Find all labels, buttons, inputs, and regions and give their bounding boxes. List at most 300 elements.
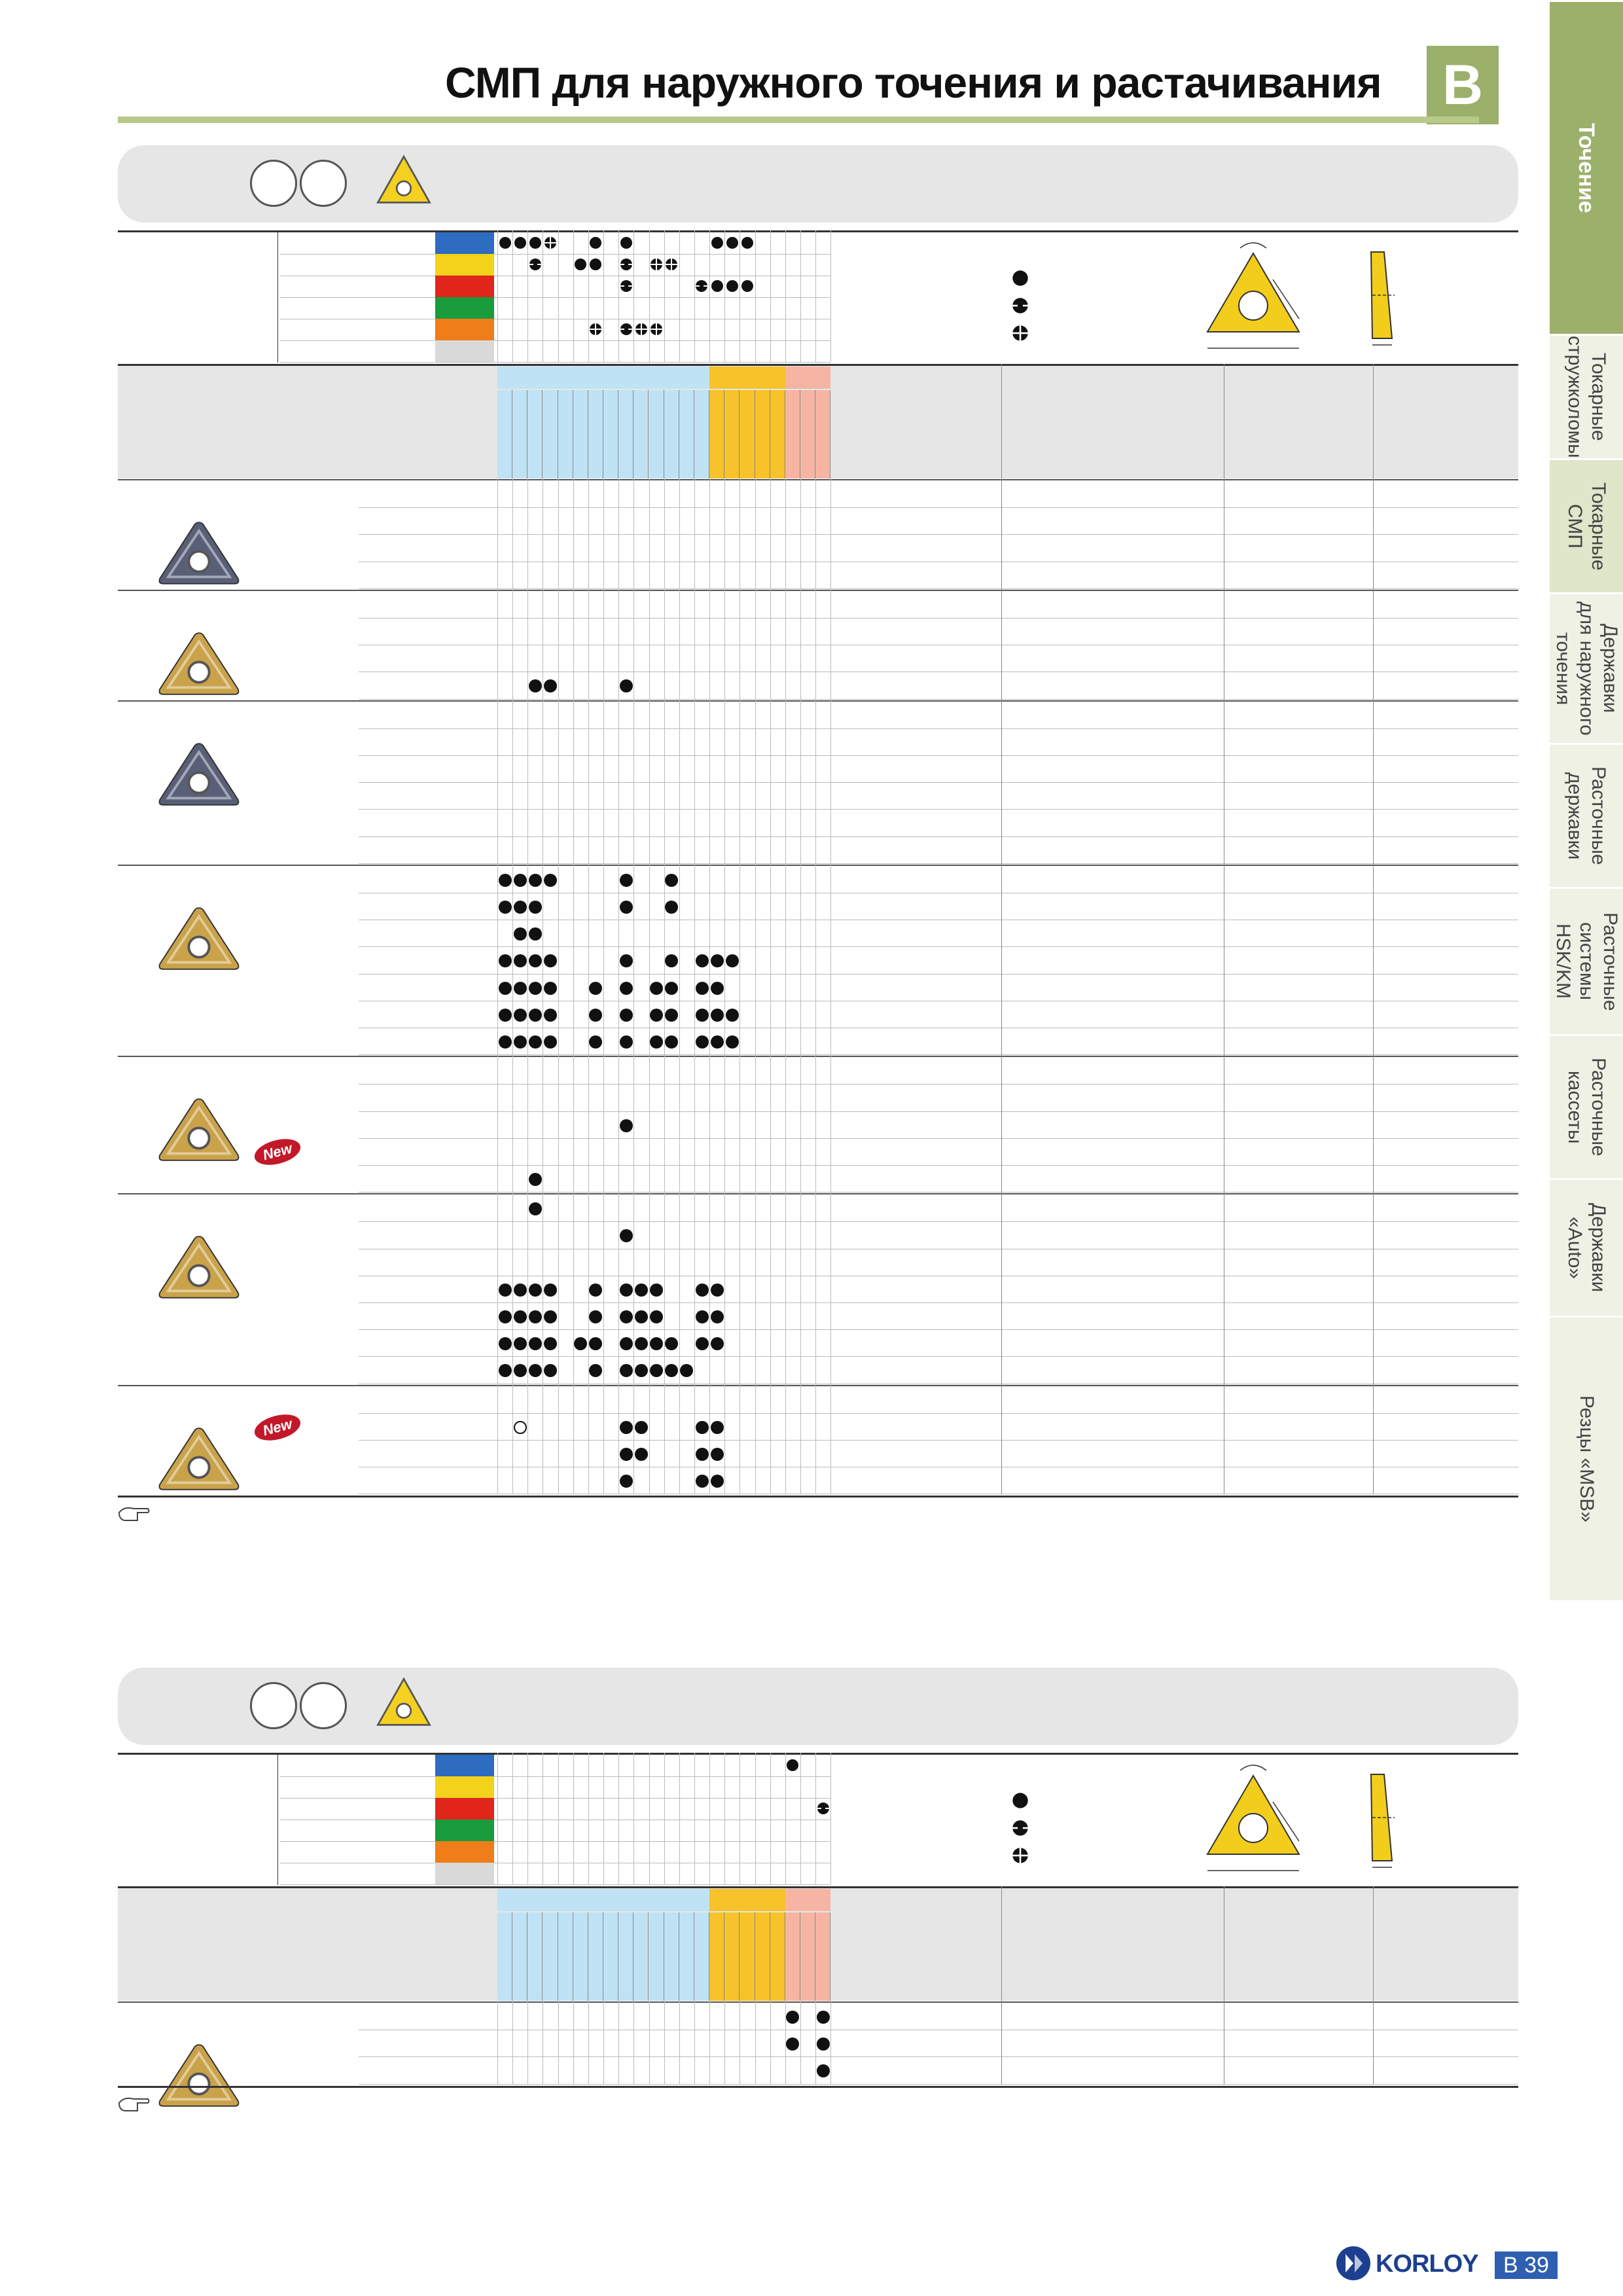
grade-gridline: [770, 1753, 771, 1884]
sidebar-item-6[interactable]: [1550, 1034, 1623, 1178]
row-line: [280, 1884, 830, 1885]
sidebar-item-4[interactable]: [1550, 743, 1623, 887]
grade-gridline: [694, 1753, 695, 1884]
grade-gridline: [830, 1753, 831, 1884]
in-stock-mark: [499, 1310, 512, 1323]
continuous-icon: [514, 236, 527, 249]
insert-triangle-icon: [156, 1096, 241, 1164]
grade-gridline: [694, 2001, 695, 2085]
insert-triangle-icon: [156, 2041, 241, 2109]
body-divider: [1373, 2001, 1374, 2085]
continuous-icon: [529, 236, 542, 249]
in-stock-mark: [696, 954, 709, 967]
in-stock-mark: [696, 1421, 709, 1434]
header-divider: [1001, 1886, 1002, 2001]
grade-gridline: [573, 1753, 574, 1884]
continuous-icon: [711, 279, 724, 293]
in-stock-mark: [544, 1035, 557, 1049]
triangle-shape-icon: [374, 1674, 433, 1736]
in-stock-mark: [529, 1283, 542, 1297]
in-stock-mark: [620, 874, 633, 887]
in-stock-mark: [665, 954, 678, 967]
table-top-rule: [118, 1753, 1518, 1755]
sidebar-item-label: Расточные державки: [1564, 766, 1609, 865]
grade-gridline: [527, 2001, 528, 2085]
group-rule: [118, 479, 1518, 480]
grade-column-bg: [543, 390, 558, 478]
header-rule: [118, 1886, 1518, 1888]
row-line: [359, 618, 1518, 619]
grade-gridline: [815, 478, 816, 1494]
in-stock-mark: [514, 1009, 527, 1022]
header-divider: [1001, 364, 1002, 478]
row-line: [359, 782, 1518, 783]
row-line: [280, 1841, 830, 1842]
in-stock-mark: [529, 874, 542, 887]
grade-column-bg: [709, 1912, 724, 2001]
row-line: [359, 1054, 1518, 1055]
universal-icon: [620, 279, 633, 293]
grade-gridline: [558, 2001, 559, 2085]
group-rule: [118, 865, 1518, 866]
insert-image: [156, 1233, 241, 1305]
grade-gridline: [800, 1753, 801, 1884]
in-stock-mark: [696, 1310, 709, 1323]
in-stock-mark: [514, 1364, 527, 1377]
in-stock-mark: [514, 1310, 527, 1323]
in-stock-mark: [589, 1337, 602, 1350]
in-stock-mark: [529, 1173, 542, 1186]
body-divider: [1001, 478, 1002, 1494]
insert-triangle-icon: [156, 519, 241, 587]
grade-column-bg: [800, 1912, 815, 2001]
in-stock-mark: [620, 1421, 633, 1434]
in-stock-mark: [620, 1119, 633, 1132]
brand-name: KORLOY: [1376, 2250, 1478, 2278]
pointing-hand-icon: [118, 2094, 151, 2113]
in-stock-mark: [680, 1364, 693, 1377]
group-rule: [118, 1193, 1518, 1194]
in-stock-mark: [499, 1283, 512, 1297]
in-stock-mark: [620, 1009, 633, 1022]
in-stock-mark: [696, 982, 709, 995]
grade-gridline: [679, 1753, 680, 1884]
grade-gridline: [770, 478, 771, 1494]
row-line: [359, 946, 1518, 947]
grade-column-bg: [649, 1912, 664, 2001]
in-stock-mark: [817, 2011, 830, 2024]
in-stock-mark: [620, 1448, 633, 1461]
row-line: [359, 534, 1518, 535]
in-stock-mark: [544, 1283, 557, 1297]
continuous-icon: [589, 258, 602, 271]
grade-gridline: [770, 230, 771, 362]
in-stock-mark: [620, 1229, 633, 1242]
grade-gridline: [497, 230, 498, 362]
row-line: [359, 1413, 1518, 1414]
insert-image: [156, 740, 241, 812]
row-line: [359, 728, 1518, 729]
grade-gridline: [558, 478, 559, 1494]
in-stock-mark: [529, 927, 542, 941]
continuous-icon: [741, 279, 754, 293]
sidebar-item-8[interactable]: [1550, 1316, 1623, 1600]
universal-icon: [1012, 1820, 1029, 1837]
row-line: [359, 1111, 1518, 1112]
in-stock-mark: [696, 1475, 709, 1488]
in-stock-mark: [726, 1035, 739, 1049]
new-badge: New: [252, 1410, 304, 1445]
material-letter-K: [435, 276, 494, 297]
grade-gridline: [512, 1753, 513, 1884]
grade-gridline: [512, 478, 513, 1494]
in-stock-mark: [665, 1009, 678, 1022]
in-stock-mark: [635, 1448, 648, 1461]
row-line: [359, 1440, 1518, 1441]
in-stock-mark: [499, 954, 512, 967]
in-stock-mark: [589, 1009, 602, 1022]
grade-gridline: [830, 230, 831, 362]
in-stock-mark: [514, 927, 527, 941]
row-line: [359, 974, 1518, 975]
grade-column-bg: [633, 390, 649, 478]
grade-column-bg: [815, 390, 830, 478]
insert-image: [156, 630, 241, 692]
header-divider: [1373, 364, 1374, 478]
in-stock-mark: [620, 1337, 633, 1350]
grade-gridline: [724, 230, 725, 362]
page-title: СМП для наружного точения и растачивания: [445, 58, 1382, 107]
in-stock-mark: [589, 1364, 602, 1377]
in-stock-mark: [499, 1009, 512, 1022]
triangle-shape-icon: [374, 152, 433, 214]
in-stock-mark: [635, 1337, 648, 1350]
in-stock-mark: [650, 982, 663, 995]
insert-triangle-icon: [156, 630, 241, 698]
grade-gridline: [603, 1753, 604, 1884]
pointing-hand-icon: [118, 1503, 151, 1523]
row-line: [280, 1776, 830, 1777]
grade-column-bg: [785, 390, 800, 478]
grade-gridline: [633, 478, 634, 1494]
grade-gridline: [649, 230, 650, 362]
grade-column-bg: [770, 1912, 785, 2001]
in-stock-mark: [544, 1364, 557, 1377]
in-stock-mark: [529, 1364, 542, 1377]
in-stock-mark: [589, 1310, 602, 1323]
sidebar-item-label: Точение: [1574, 122, 1599, 213]
sidebar-item-2[interactable]: [1550, 458, 1623, 592]
grade-column-bg: [679, 390, 694, 478]
in-stock-mark: [635, 1421, 648, 1434]
grade-column-bg: [649, 390, 664, 478]
oval-mark-2: [300, 160, 347, 207]
grade-gridline: [497, 1753, 498, 1884]
grade-gridline: [830, 478, 831, 1494]
oval-mark-1: [250, 160, 297, 207]
grade-gridline: [815, 2001, 816, 2085]
row-line: [359, 507, 1518, 508]
sidebar-item-0[interactable]: [1550, 0, 1623, 334]
grade-gridline: [512, 2001, 513, 2085]
grade-gridline: [785, 478, 786, 1494]
header-rule: [118, 364, 1518, 366]
grade-gridline: [527, 230, 528, 362]
in-stock-mark: [620, 901, 633, 914]
grade-column-bg: [664, 390, 679, 478]
grade-group-coated: [497, 367, 709, 389]
row-line: [359, 1221, 1518, 1222]
row-line: [359, 2056, 1518, 2057]
grade-gridline: [664, 1753, 665, 1884]
grade-gridline: [694, 478, 695, 1494]
grade-gridline: [679, 478, 680, 1494]
grade-column-bg: [785, 1912, 800, 2001]
grade-gridline: [830, 2001, 831, 2085]
in-stock-mark: [726, 1009, 739, 1022]
grade-gridline: [588, 1753, 589, 1884]
insert-image: [156, 1425, 241, 1487]
grade-gridline: [755, 230, 756, 362]
in-stock-mark: [726, 954, 739, 967]
continuous-icon: [589, 236, 602, 249]
sidebar-item-label: Державки для наружного точения: [1552, 601, 1621, 736]
grade-gridline: [679, 2001, 680, 2085]
grade-column-bg: [724, 390, 740, 478]
universal-icon: [529, 258, 542, 271]
interrupted-icon: [650, 323, 663, 336]
grade-gridline: [603, 478, 604, 1494]
interrupted-icon: [1012, 325, 1029, 342]
table-top-rule: [118, 230, 1518, 232]
grade-gridline: [679, 230, 680, 362]
group-rule: [118, 1056, 1518, 1057]
in-stock-mark: [696, 1009, 709, 1022]
sidebar-item-7[interactable]: [1550, 1178, 1623, 1316]
continuous-icon: [726, 279, 739, 293]
planned-stock-mark: [514, 1421, 527, 1434]
in-stock-mark: [514, 874, 527, 887]
grade-gridline: [785, 2001, 786, 2085]
grade-gridline: [800, 2001, 801, 2085]
sidebar-item-5[interactable]: [1550, 887, 1623, 1034]
in-stock-mark: [589, 1035, 602, 1049]
grade-gridline: [573, 230, 574, 362]
insert-triangle-icon: [156, 1425, 241, 1493]
row-line: [359, 699, 1518, 700]
grade-gridline: [785, 230, 786, 362]
row-line: [280, 362, 830, 363]
row-line: [359, 755, 1518, 756]
grade-gridline: [815, 1753, 816, 1884]
grade-gridline: [633, 2001, 634, 2085]
row-line: [359, 1084, 1518, 1085]
grade-gridline: [785, 1753, 786, 1884]
sidebar-item-1[interactable]: [1550, 334, 1623, 458]
in-stock-mark: [635, 1364, 648, 1377]
grade-column-bg: [724, 1912, 740, 2001]
continuous-icon: [1012, 1792, 1029, 1809]
grade-gridline: [649, 478, 650, 1494]
universal-icon: [620, 258, 633, 271]
in-stock-mark: [529, 1337, 542, 1350]
group-rule: [118, 1385, 1518, 1386]
grade-gridline: [755, 2001, 756, 2085]
material-letter-P: [435, 232, 494, 254]
in-stock-mark: [817, 2037, 830, 2051]
grade-column-bg: [543, 1912, 558, 2001]
in-stock-mark: [665, 901, 678, 914]
grade-gridline: [664, 2001, 665, 2085]
page-number: B 39: [1495, 2251, 1558, 2279]
universal-icon: [695, 279, 708, 293]
grade-column-bg: [558, 390, 573, 478]
in-stock-mark: [620, 679, 633, 692]
insert-image: [156, 1096, 241, 1168]
grade-gridline: [649, 1753, 650, 1884]
grade-gridline: [755, 1753, 756, 1884]
section-letter: B: [1427, 46, 1499, 124]
continuous-icon: [786, 1759, 799, 1772]
body-divider: [1001, 2001, 1002, 2085]
grade-gridline: [573, 2001, 574, 2085]
grade-gridline: [709, 2001, 710, 2085]
row-line: [359, 809, 1518, 810]
in-stock-mark: [711, 1337, 724, 1350]
in-stock-mark: [529, 982, 542, 995]
grade-gridline: [618, 1753, 619, 1884]
grade-gridline: [603, 2001, 604, 2085]
in-stock-mark: [620, 1035, 633, 1049]
grade-column-bg: [573, 390, 588, 478]
oval-mark-1: [250, 1682, 297, 1729]
in-stock-mark: [529, 1009, 542, 1022]
insert-geometry-diagram: [1201, 1756, 1476, 1887]
in-stock-mark: [544, 1310, 557, 1323]
grade-column-bg: [512, 1912, 527, 2001]
divider: [277, 230, 278, 363]
grade-group-cermets: [709, 367, 785, 389]
insert-image: [156, 519, 241, 581]
in-stock-mark: [514, 1035, 527, 1049]
in-stock-mark: [696, 1337, 709, 1350]
in-stock-mark: [635, 1283, 648, 1297]
material-letter-N: [435, 1820, 494, 1841]
header-divider: [1373, 1886, 1374, 2001]
in-stock-mark: [696, 1283, 709, 1297]
sidebar-item-label: Расточные кассеты: [1564, 1058, 1609, 1157]
grade-gridline: [800, 478, 801, 1494]
in-stock-mark: [544, 679, 557, 692]
in-stock-mark: [529, 1035, 542, 1049]
grade-gridline: [497, 478, 498, 1494]
row-line: [280, 340, 830, 341]
grade-gridline: [497, 2001, 498, 2085]
in-stock-mark: [650, 1035, 663, 1049]
sidebar-item-3[interactable]: [1550, 592, 1623, 743]
material-letter-S: [435, 1841, 494, 1863]
insert-image: [156, 905, 241, 977]
sidebar-item-label: Токарные СМП: [1564, 482, 1609, 571]
table-bottom-rule: [118, 1496, 1518, 1498]
in-stock-mark: [665, 1035, 678, 1049]
in-stock-mark: [499, 1337, 512, 1350]
universal-icon: [620, 323, 633, 336]
grade-group-coated: [497, 1889, 709, 1911]
in-stock-mark: [514, 1283, 527, 1297]
row-line: [359, 2084, 1518, 2085]
grade-gridline: [558, 1753, 559, 1884]
in-stock-mark: [620, 1310, 633, 1323]
in-stock-mark: [620, 954, 633, 967]
insert-triangle-icon: [156, 905, 241, 973]
in-stock-mark: [544, 874, 557, 887]
continuous-icon: [1012, 270, 1029, 287]
material-letter-H: [435, 340, 494, 362]
in-stock-mark: [499, 874, 512, 887]
in-stock-mark: [574, 1337, 587, 1350]
in-stock-mark: [711, 982, 724, 995]
grade-group-hard: [785, 367, 830, 389]
grade-group-cermets: [709, 1889, 785, 1911]
insert-triangle-icon: [156, 1233, 241, 1301]
grade-column-bg: [558, 1912, 573, 2001]
insert-geometry-diagram: [1201, 234, 1476, 365]
grade-column-bg: [603, 1912, 618, 2001]
interrupted-icon: [544, 236, 557, 249]
grade-gridline: [558, 230, 559, 362]
in-stock-mark: [544, 1009, 557, 1022]
grade-gridline: [709, 478, 710, 1494]
grade-column-bg: [588, 1912, 603, 2001]
row-line: [359, 588, 1518, 589]
interrupted-icon: [635, 323, 648, 336]
universal-icon: [817, 1802, 830, 1815]
in-stock-mark: [529, 901, 542, 914]
in-stock-mark: [696, 1448, 709, 1461]
grade-gridline: [770, 2001, 771, 2085]
row-line: [359, 1356, 1518, 1357]
title-underline: [118, 117, 1479, 123]
in-stock-mark: [650, 1364, 663, 1377]
grade-gridline: [709, 230, 710, 362]
grade-column-bg: [679, 1912, 694, 2001]
in-stock-mark: [650, 1009, 663, 1022]
in-stock-mark: [650, 1337, 663, 1350]
grade-column-bg: [497, 390, 512, 478]
grade-gridline: [588, 230, 589, 362]
grade-column-bg: [815, 1912, 830, 2001]
grade-gridline: [709, 1753, 710, 1884]
interrupted-icon: [650, 258, 663, 271]
grade-column-bg: [618, 390, 633, 478]
in-stock-mark: [544, 1337, 557, 1350]
grade-gridline: [527, 478, 528, 1494]
group-rule: [118, 2001, 1518, 2003]
in-stock-mark: [711, 1035, 724, 1049]
material-letter-K: [435, 1798, 494, 1820]
in-stock-mark: [589, 982, 602, 995]
insert-triangle-icon: [156, 740, 241, 808]
in-stock-mark: [499, 1364, 512, 1377]
insert-image: [156, 2041, 241, 2081]
in-stock-mark: [544, 954, 557, 967]
grade-gridline: [800, 230, 801, 362]
in-stock-mark: [786, 2011, 799, 2024]
in-stock-mark: [665, 874, 678, 887]
row-line: [359, 1329, 1518, 1330]
in-stock-mark: [499, 1035, 512, 1049]
